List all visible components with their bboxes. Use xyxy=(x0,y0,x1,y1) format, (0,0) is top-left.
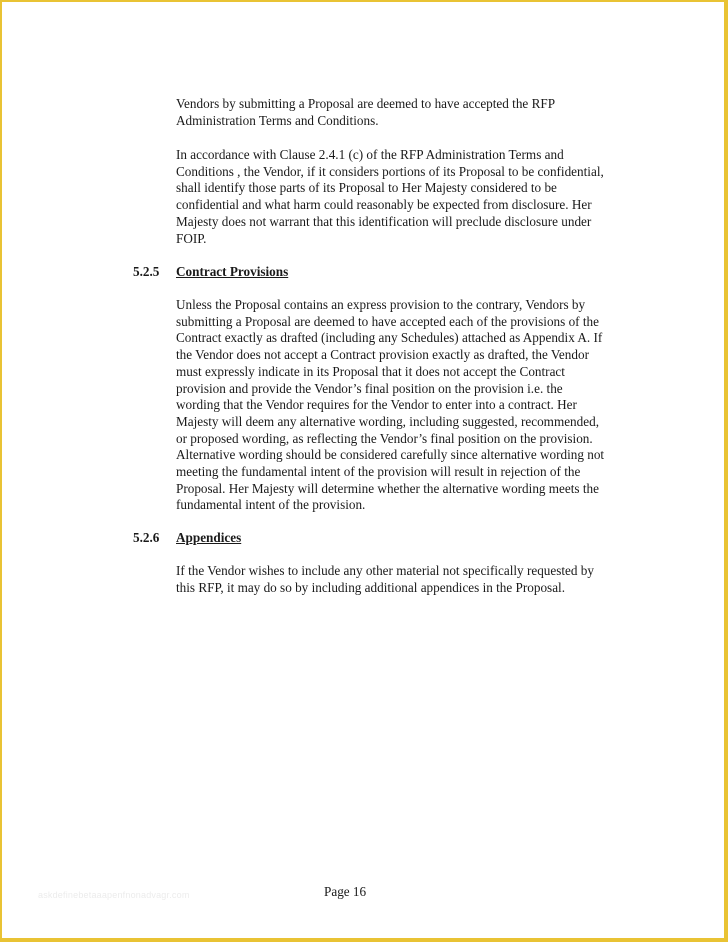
paragraph-line: provision and provide the Vendor’s final position on the provision i.e. the xyxy=(176,380,563,396)
paragraph-line: shall identify those parts of its Proposal to Her Majesty considered to be xyxy=(176,180,557,196)
section-title-contract-provisions: Contract Provisions xyxy=(176,264,289,279)
appendices-paragraph xyxy=(176,563,648,596)
section-title-appendices: Appendices xyxy=(176,530,242,545)
paragraph-line: Conditions , the Vendor, if it considers portions of its Proposal to be confidential, xyxy=(176,163,604,179)
paragraph-line: confidential and what harm could reasonably be expected from disclosure. Her xyxy=(176,197,592,213)
section-number-5-2-5: 5.2.5 xyxy=(133,264,160,279)
paragraph-line: Alternative wording should be considered carefully since alternative wording not xyxy=(176,447,605,463)
paragraph-line: Proposal. Her Majesty will determine whether the alternative wording meets the xyxy=(176,480,599,496)
paragraph-line: submitting a Proposal are deemed to have accepted each of the provisions of the xyxy=(176,313,599,329)
intro-paragraph-2 xyxy=(176,147,648,247)
paragraph-line: or proposed wording, as reflecting the Vendor’s final position on the provision. xyxy=(176,430,593,446)
paragraph-line: Unless the Proposal contains an express provision to the contrary, Vendors by xyxy=(176,297,586,312)
paragraph-line: Majesty does not warrant that this identification will preclude disclosure under xyxy=(176,213,592,229)
document-page xyxy=(2,2,724,938)
paragraph-line: Majesty will deem any alternative wording, including suggested, recommended, xyxy=(176,413,599,429)
paragraph-line: If the Vendor wishes to include any other material not specifically requested by xyxy=(176,563,594,578)
section-number-5-2-6: 5.2.6 xyxy=(133,530,160,545)
paragraph-line: FOIP. xyxy=(176,230,207,246)
paragraph-line: Contract exactly as drafted (including any Schedules) attached as Appendix A. If xyxy=(176,330,603,346)
paragraph-line: wording that the Vendor requires for the Vendor to enter into a contract. Her xyxy=(176,397,577,413)
paragraph-line: Administration Terms and Conditions. xyxy=(176,112,379,128)
paragraph-line: the Vendor does not accept a Contract provision exactly as drafted, the Vendor xyxy=(176,347,589,363)
contract-provisions-paragraph xyxy=(176,297,648,514)
paragraph-line: must expressly indicate in its Proposal that it does not accept the Contract xyxy=(176,363,565,379)
watermark-text: askdefinebetaaapenfnonadvagr.com xyxy=(38,890,190,900)
paragraph-line: meeting the fundamental intent of the provision will result in rejection of the xyxy=(176,464,581,480)
intro-paragraph-1 xyxy=(176,96,648,129)
paragraph-line: fundamental intent of the provision. xyxy=(176,497,366,513)
paragraph-line: Vendors by submitting a Proposal are deemed to have accepted the RFP xyxy=(176,96,556,111)
paragraph-line: this RFP, it may do so by including additional appendices in the Proposal. xyxy=(176,579,566,595)
page-number: Page 16 xyxy=(324,884,367,899)
paragraph-line: In accordance with Clause 2.4.1 (c) of the RFP Administration Terms and xyxy=(176,147,564,162)
